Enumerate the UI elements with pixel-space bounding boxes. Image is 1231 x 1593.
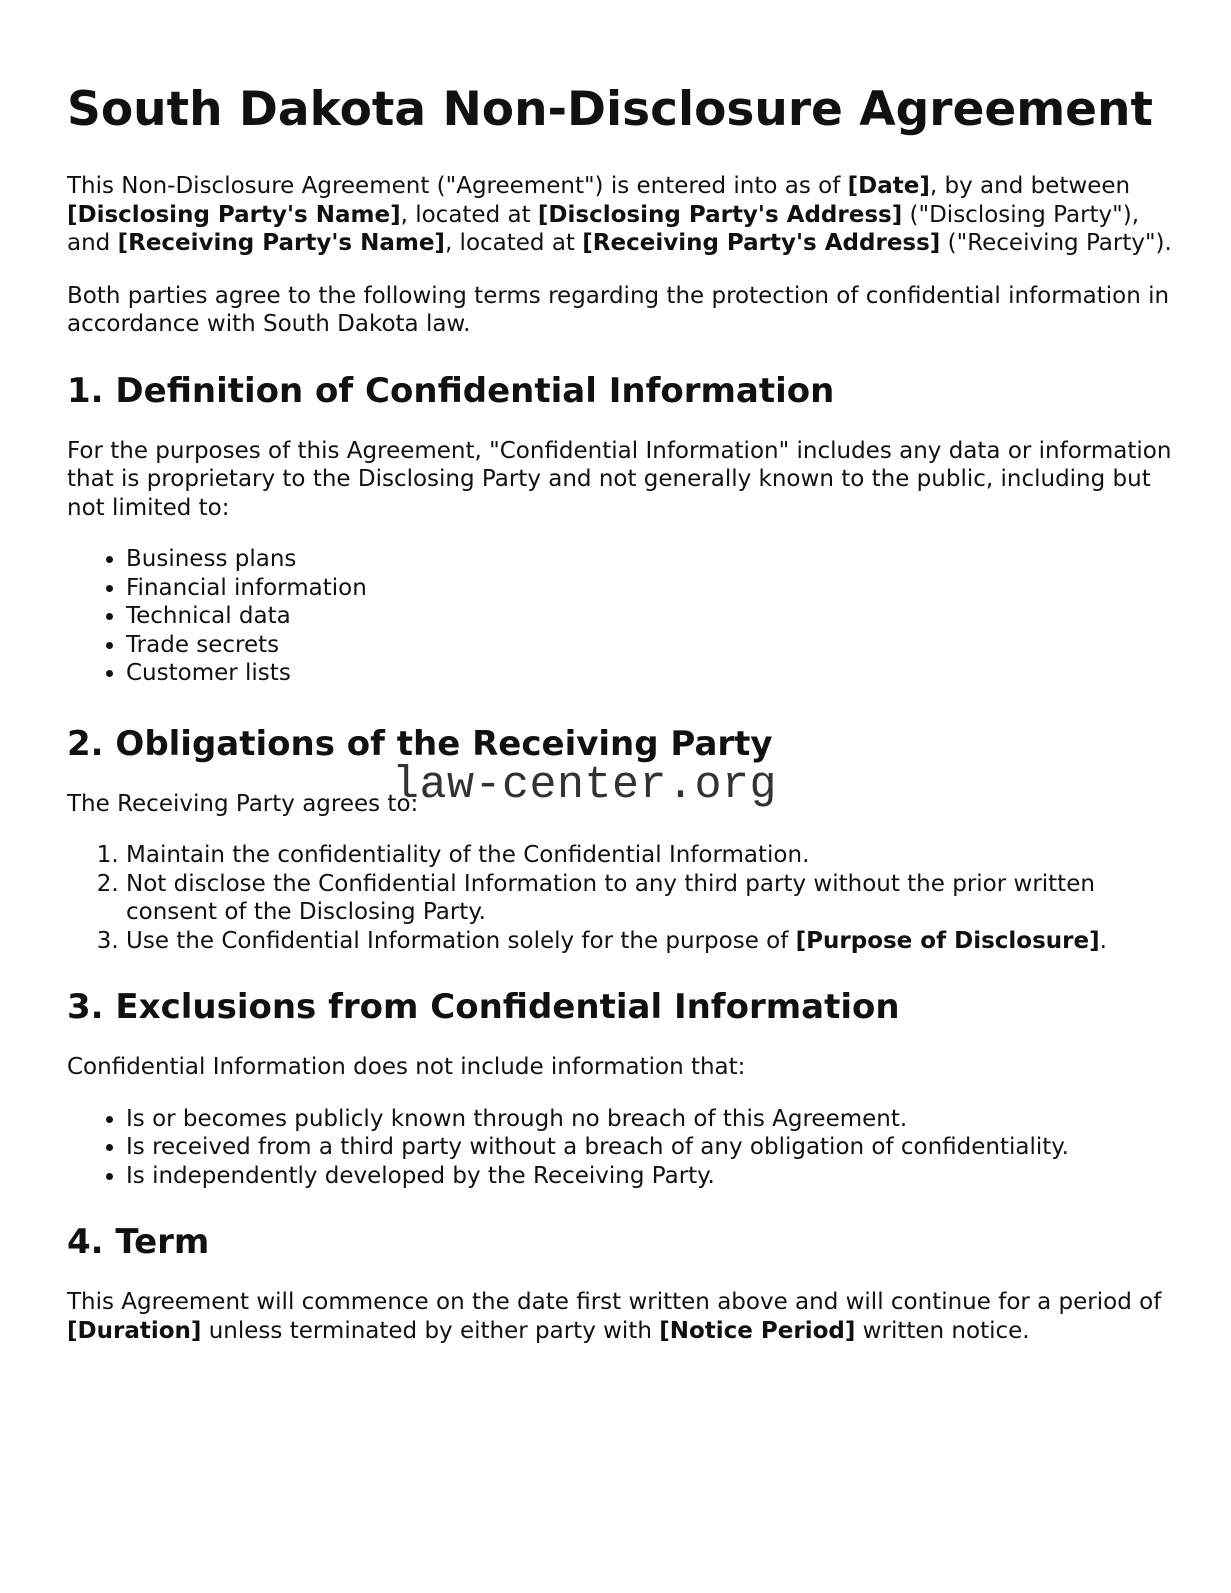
list-item: • Trade secrets bbox=[126, 631, 1177, 660]
term-text: written notice. bbox=[855, 1317, 1030, 1344]
document-page bbox=[67, 82, 1177, 1345]
obligations-list bbox=[67, 841, 1177, 955]
list-item-text: . bbox=[1099, 927, 1107, 954]
date-placeholder: [Date] bbox=[847, 173, 930, 199]
confidential-info-list bbox=[67, 545, 1177, 688]
intro-text: This Non-Disclosure Agreement ("Agreement") is entered into as of bbox=[67, 173, 848, 199]
disclosing-name-placeholder: [Disclosing Party's Name] bbox=[67, 201, 401, 228]
section-3-text: Confidential Information does not include information that: bbox=[67, 1054, 746, 1080]
purpose-placeholder: [Purpose of Disclosure] bbox=[795, 927, 1100, 954]
section-4-text bbox=[67, 1288, 1177, 1345]
notice-period-placeholder: [Notice Period] bbox=[659, 1317, 856, 1344]
list-item: • Is independently developed by the Receiving Party. bbox=[126, 1162, 1177, 1191]
receiving-address-placeholder: [Receiving Party's Address] bbox=[582, 230, 941, 256]
list-item-text: Use the Confidential Information solely for the purpose of bbox=[126, 927, 796, 954]
section-heading-2: 2. Obligations of the Receiving Party bbox=[67, 723, 773, 764]
document-title: South Dakota Non-Disclosure Agreement bbox=[67, 82, 1153, 137]
list-item: 2. Not disclose the Confidential Information to any third party without the prior written consent of the Disclosing Party. bbox=[126, 870, 1177, 927]
list-item: • Technical data bbox=[126, 602, 1177, 631]
list-item: • Business plans bbox=[126, 545, 1177, 574]
list-item bbox=[126, 927, 1177, 956]
intro-text: ("Disclosing Party"), and bbox=[67, 201, 1140, 256]
list-item: • Is or becomes publicly known through no breach of this Agreement. bbox=[126, 1105, 1177, 1134]
exclusions-list bbox=[67, 1105, 1177, 1191]
list-item: 1. Maintain the confidentiality of the Confidential Information. bbox=[126, 841, 1177, 870]
intro-paragraph bbox=[67, 172, 1177, 258]
watermark: law-center.org bbox=[392, 760, 778, 811]
term-text: unless terminated by either party with bbox=[201, 1317, 660, 1344]
receiving-name-placeholder: [Receiving Party's Name] bbox=[117, 230, 445, 256]
disclosing-address-placeholder: [Disclosing Party's Address] bbox=[537, 201, 903, 228]
section-2-text: The Receiving Party agrees to: bbox=[67, 790, 419, 817]
section-heading-1: 1. Definition of Confidential Information bbox=[67, 370, 835, 411]
intro-text: , located at bbox=[400, 201, 538, 228]
intro-text: ("Receiving Party"). bbox=[940, 230, 1172, 256]
intro-text: , located at bbox=[444, 230, 583, 256]
list-item: • Is received from a third party without a breach of any obligation of confidentiality. bbox=[126, 1133, 1177, 1162]
list-item: • Customer lists bbox=[126, 659, 1177, 688]
section-heading-4: 4. Term bbox=[67, 1222, 210, 1262]
intro-paragraph-2: Both parties agree to the following terms regarding the protection of confidential information in accordance with South Dakota law. bbox=[67, 282, 1170, 337]
list-item: • Financial information bbox=[126, 574, 1177, 603]
intro-text: , by and between bbox=[929, 173, 1131, 199]
section-heading-3: 3. Exclusions from Confidential Information bbox=[67, 987, 900, 1027]
term-text: This Agreement will commence on the date first written above and will continue for a period of bbox=[67, 1289, 1162, 1315]
duration-placeholder: [Duration] bbox=[67, 1317, 202, 1344]
section-1-text: For the purposes of this Agreement, "Confidential Information" includes any data or information that is proprietary to the Disclosing Party and not generally known to the public, including but not limited to: bbox=[67, 437, 1172, 521]
